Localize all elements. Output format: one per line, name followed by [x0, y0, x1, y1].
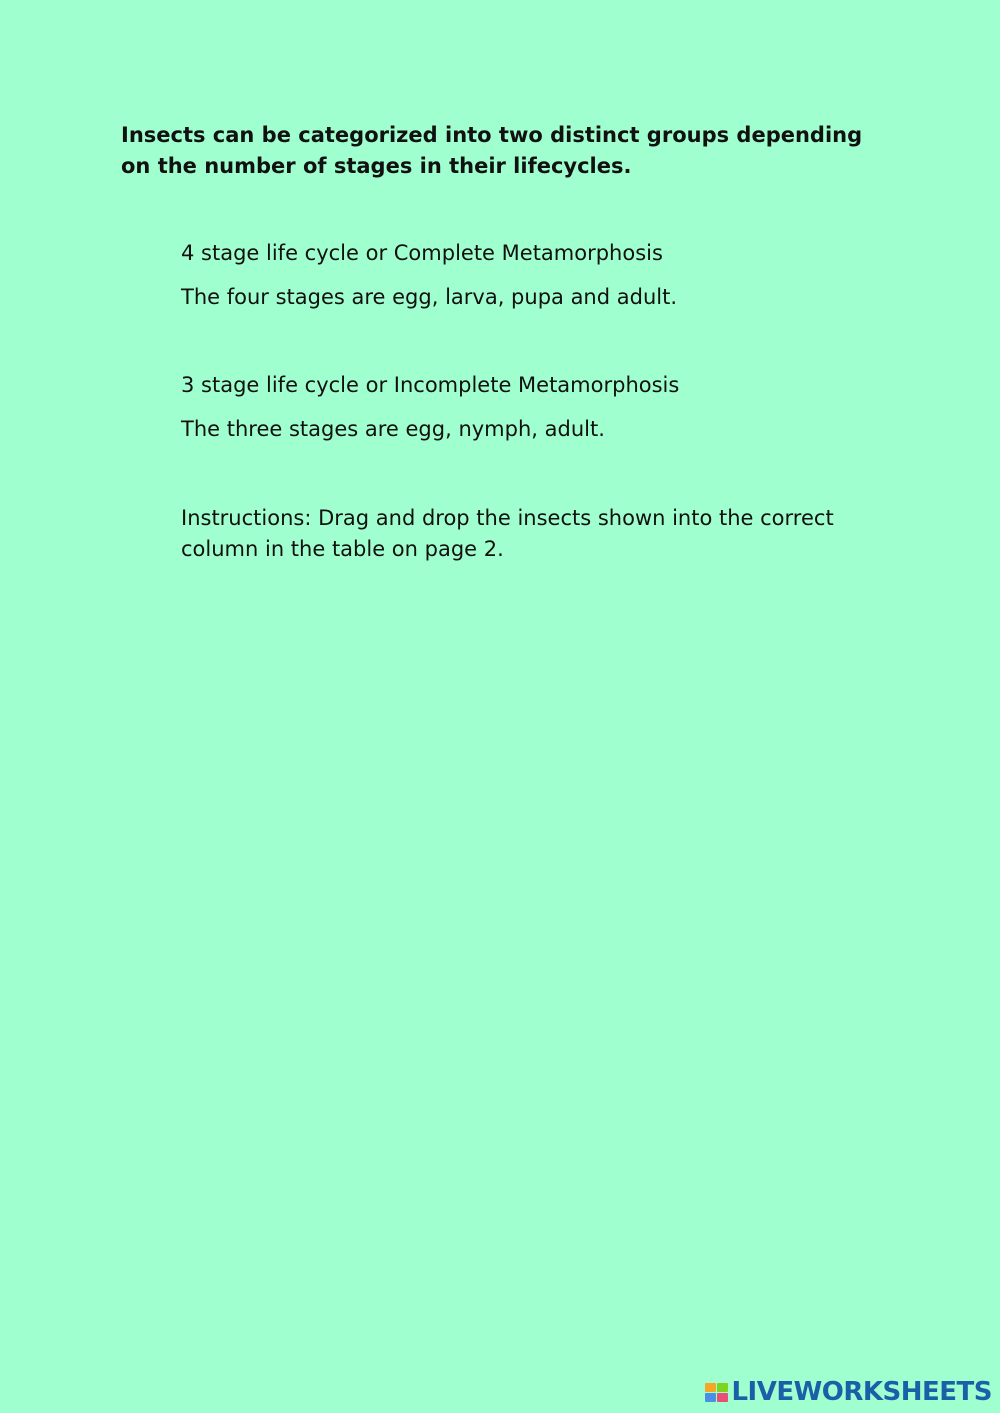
liveworksheets-logo [705, 1377, 992, 1407]
complete-metamorphosis-section [181, 238, 881, 313]
complete-metamorphosis-stages: The four stages are egg, larva, pupa and adult. [181, 285, 678, 309]
liveworksheets-logo-icon [705, 1383, 728, 1402]
complete-metamorphosis-heading: 4 stage life cycle or Complete Metamorphosis [181, 241, 663, 265]
instructions-text: Instructions: Drag and drop the insects shown into the correct column in the table on page 2. [181, 506, 834, 561]
instructions-section [181, 503, 881, 565]
incomplete-metamorphosis-section [181, 370, 881, 445]
liveworksheets-logo-text: LIVEWORKSHEETS [731, 1377, 992, 1407]
incomplete-metamorphosis-heading: 3 stage life cycle or Incomplete Metamorphosis [181, 373, 680, 397]
intro-text: Insects can be categorized into two distinct groups depending on the number of stages in their lifecycles. [121, 123, 863, 178]
incomplete-metamorphosis-stages: The three stages are egg, nymph, adult. [181, 417, 605, 441]
